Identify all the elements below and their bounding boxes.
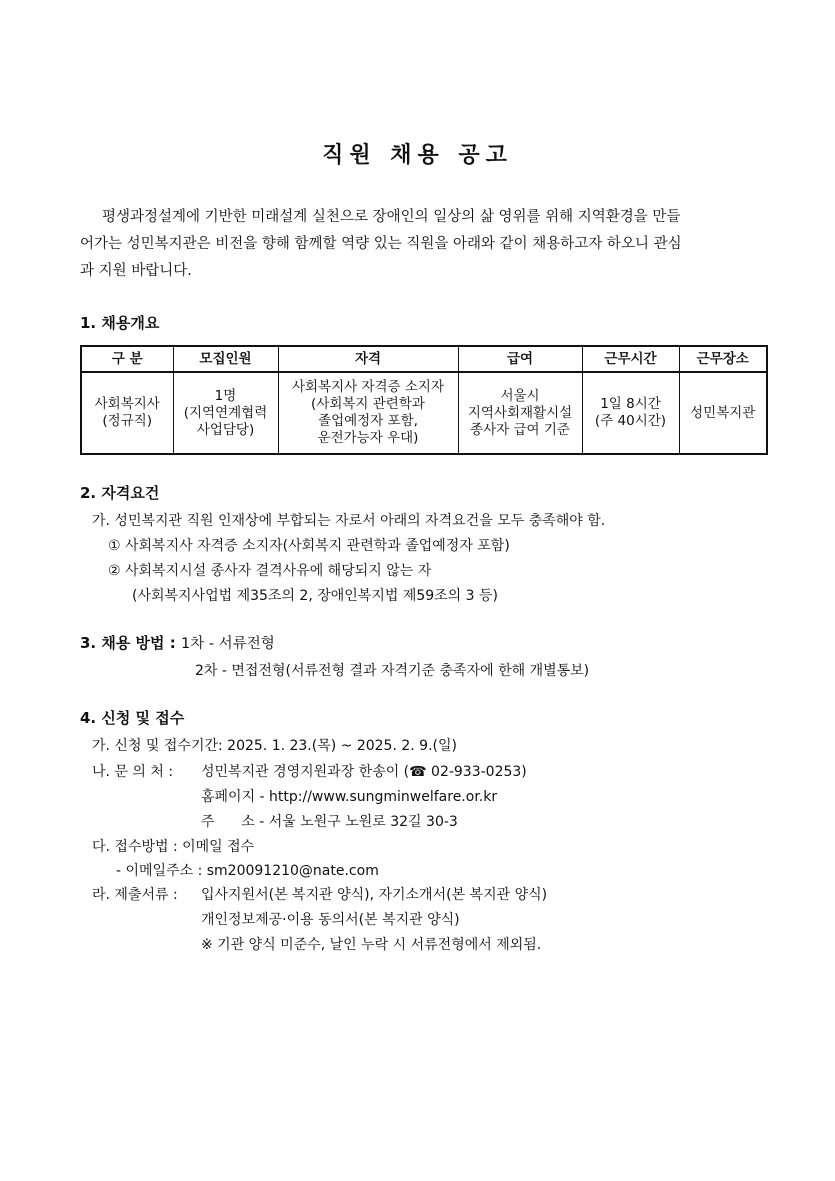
section3-heading-text: 3. 채용 방법 : — [80, 634, 176, 652]
cell-text: 사회복지사 — [94, 396, 160, 412]
qualification-item-2: ② 사회복지시설 종사자 결격사유에 해당되지 않는 자 — [108, 563, 432, 579]
address-info: 주 소 - 서울 노원구 노원로 32길 30-3 — [201, 814, 458, 830]
hiring-step-2: 2차 - 면접전형(서류전형 결과 자격기준 충족자에 한해 개별통보) — [195, 663, 590, 679]
cell-qualification — [278, 372, 458, 454]
col-header-location: 근무장소 — [679, 346, 767, 372]
documents-note: ※ 기관 양식 미준수, 날인 누락 시 서류전형에서 제외됨. — [201, 937, 542, 953]
cell-text: 종사자 급여 기준 — [470, 421, 570, 438]
section2-heading: 2. 자격요건 — [80, 484, 160, 502]
cell-text: 운전가능자 우대) — [317, 430, 419, 446]
cell-salary — [458, 372, 582, 454]
section4-heading: 4. 신청 및 접수 — [80, 709, 185, 727]
qualification-item-2-note: (사회복지사업법 제35조의 2, 장애인복지법 제59조의 3 등) — [132, 588, 498, 604]
cell-location — [679, 372, 767, 454]
cell-text: (정규직) — [102, 413, 153, 429]
intro-line: 과 지원 바랍니다. — [80, 263, 192, 279]
intro-line: 어가는 성민복지관은 비전을 향해 함께할 역량 있는 직원을 아래와 같이 채용하고자 하오니 관심 — [80, 236, 682, 252]
cell-openings — [173, 372, 278, 454]
intro-line: 평생과정설계에 기반한 미래설계 실천으로 장애인의 일상의 삶 영위를 위해 지역환경을 만들 — [102, 209, 681, 225]
intro-paragraph — [80, 204, 760, 285]
cell-text: 1일 8시간 — [600, 396, 661, 412]
cell-text: (지역연계협력 — [183, 404, 268, 421]
table-header-row — [81, 346, 767, 372]
cell-text: 1명 — [214, 387, 237, 404]
col-header-openings: 모집인원 — [173, 346, 278, 372]
contact-label: 나. 문 의 처 : — [92, 764, 174, 780]
cell-text: (주 40시간) — [594, 413, 667, 429]
recruitment-overview-table — [80, 345, 768, 455]
qualification-item-a: 가. 성민복지관 직원 인재상에 부합되는 자로서 아래의 자격요건을 모두 충족해야 함. — [92, 513, 606, 529]
application-period: 가. 신청 및 접수기간: 2025. 1. 23.(목) ~ 2025. 2. 9.(일) — [92, 738, 457, 754]
documents-label: 라. 제출서류 : — [92, 887, 178, 903]
cell-text: 졸업예정자 포함, — [318, 413, 418, 429]
page-title: 직원 채용 공고 — [322, 143, 513, 168]
section3-heading — [80, 632, 275, 653]
col-header-category: 구 분 — [81, 346, 173, 372]
col-header-qualification: 자격 — [278, 346, 458, 372]
cell-hours — [582, 372, 679, 454]
cell-text: 사회복지사 자격증 소지자 — [291, 379, 445, 395]
col-header-hours: 근무시간 — [582, 346, 679, 372]
qualification-item-1: ① 사회복지사 자격증 소지자(사회복지 관련학과 졸업예정자 포함) — [108, 538, 510, 554]
homepage-info: 홈페이지 - http://www.sungminwelfare.or.kr — [201, 789, 498, 805]
col-header-salary: 급여 — [458, 346, 582, 372]
application-method: 다. 접수방법 : 이메일 접수 — [92, 839, 255, 855]
cell-text: 성민복지관 — [690, 404, 756, 421]
cell-text: 지역사회재활시설 — [467, 404, 573, 421]
cell-category — [81, 372, 173, 454]
cell-text: (사회복지 관련학과 — [311, 396, 425, 412]
cell-text: 사업담당) — [196, 421, 255, 438]
table-row — [81, 372, 767, 454]
section1-heading: 1. 채용개요 — [80, 314, 160, 332]
documents-line-1: 입사지원서(본 복지관 양식), 자기소개서(본 복지관 양식) — [201, 887, 548, 903]
email-address: - 이메일주소 : sm20091210@nate.com — [116, 863, 379, 879]
contact-info: 성민복지관 경영지원과장 한송이 (☎ 02-933-0253) — [201, 764, 527, 780]
hiring-step-1: 1차 - 서류전형 — [181, 636, 275, 652]
documents-line-2: 개인정보제공·이용 동의서(본 복지관 양식) — [201, 912, 460, 928]
cell-text: 서울시 — [500, 387, 540, 404]
